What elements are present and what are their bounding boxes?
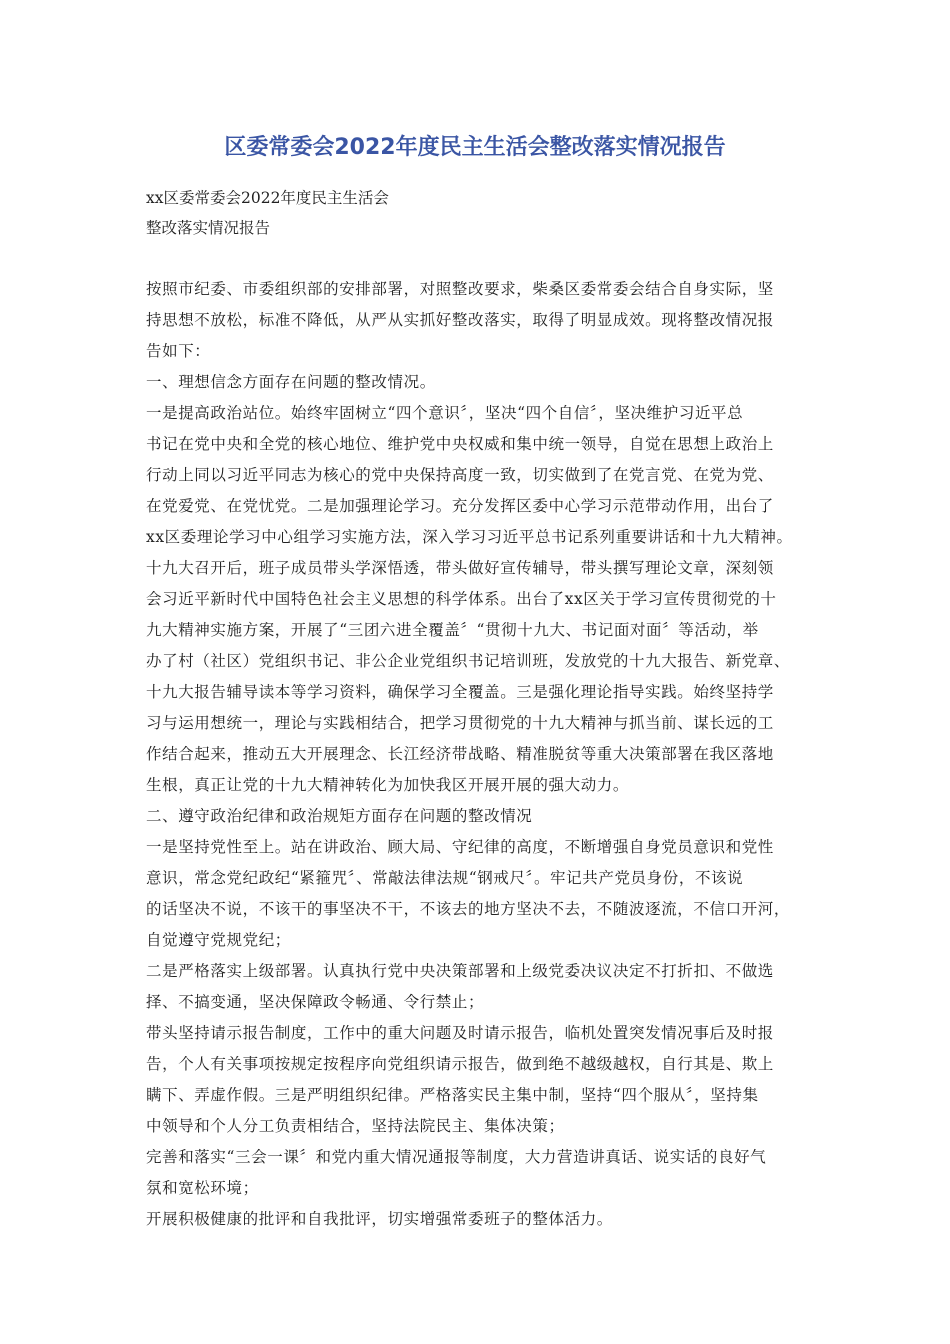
body-line: xx区委理论学习中心组学习实施方法，深入学习习近平总书记系列重要讲话和十九大精神。	[146, 528, 793, 546]
body-line: 告，个人有关事项按规定按程序向党组织请示报告，做到绝不越级越权，自行其是、欺上	[146, 1055, 774, 1073]
body-line: 瞒下、弄虚作假。三是严明组织纪律。严格落实民主集中制，坚持“四个服从〞，坚持集	[146, 1086, 759, 1104]
document-body	[146, 274, 814, 1235]
body-line: 告如下：	[146, 342, 211, 360]
body-line: 习与运用想统一，理论与实践相结合，把学习贯彻党的十九大精神与抓当前、谋长远的工	[146, 714, 774, 732]
body-line: 开展积极健康的批评和自我批评，切实增强常委班子的整体活力。	[146, 1210, 613, 1228]
subheading-report: 整改落实情况报告	[146, 219, 271, 237]
body-line: 行动上同以习近平同志为核心的党中央保持高度一致，切实做到了在党言党、在党为党、	[146, 466, 774, 484]
body-line: 氛和宽松环境；	[146, 1179, 259, 1197]
body-line: 的话坚决不说，不该干的事坚决不干，不该去的地方坚决不去，不随波逐流，不信口开河，	[146, 900, 791, 918]
body-line: 意识，常念党纪政纪“紧箍咒〞、常敲法律法规“钢戒尺〞。牢记共产党员身份，不该说	[146, 869, 744, 887]
body-line: 一是坚持党性至上。站在讲政治、顾大局、守纪律的高度，不断增强自身党员意识和党性	[146, 838, 774, 856]
body-line: 会习近平新时代中国特色社会主义思想的科学体系。出台了xx区关于学习宣传贯彻党的十	[146, 590, 777, 608]
body-line: 十九大报告辅导读本等学习资料，确保学习全覆盖。三是强化理论指导实践。始终坚持学	[146, 683, 774, 701]
body-line: 办了村（社区）党组织书记、非公企业党组织书记培训班，发放党的十九大报告、新党章、	[146, 652, 791, 670]
subheading-org: xx区委常委会2022年度民主生活会	[146, 189, 389, 207]
body-line: 自觉遵守党规党纪；	[146, 931, 291, 949]
body-line: 二是严格落实上级部署。认真执行党中央决策部署和上级党委决议决定不打折扣、不做选	[146, 962, 774, 980]
body-line: 作结合起来，推动五大开展理念、长江经济带战略、精准脱贫等重大决策部署在我区落地	[146, 745, 774, 763]
body-line: 在党爱党、在党忧党。二是加强理论学习。充分发挥区委中心学习示范带动作用，出台了	[146, 497, 774, 515]
body-line: 十九大召开后，班子成员带头学深悟透，带头做好宣传辅导，带头撰写理论文章，深刻领	[146, 559, 774, 577]
body-line: 九大精神实施方案，开展了“三团六进全覆盖〞“贯彻十九大、书记面对面〞等活动，举	[146, 621, 759, 639]
body-line: 一是提高政治站位。始终牢固树立“四个意识〞，坚决“四个自信〞，坚决维护习近平总	[146, 404, 744, 422]
body-line: 二、遵守政治纪律和政治规矩方面存在问题的整改情况	[146, 807, 533, 825]
body-line: 择、不搞变通，坚决保障政令畅通、令行禁止；	[146, 993, 485, 1011]
body-line: 带头坚持请示报告制度，工作中的重大问题及时请示报告，临机处置突发情况事后及时报	[146, 1024, 774, 1042]
document-title: 区委常委会2022年度民主生活会整改落实情况报告	[224, 135, 726, 160]
body-line: 完善和落实“三会一课〞和党内重大情况通报等制度，大力营造讲真话、说实话的良好气	[146, 1148, 767, 1166]
body-line: 书记在党中央和全党的核心地位、维护党中央权威和集中统一领导，自觉在思想上政治上	[146, 435, 774, 453]
body-line: 持思想不放松，标准不降低，从严从实抓好整改落实，取得了明显成效。现将整改情况报	[146, 311, 774, 329]
body-line: 一、理想信念方面存在问题的整改情况。	[146, 373, 436, 391]
body-line: 中领导和个人分工负责相结合，坚持法院民主、集体决策；	[146, 1117, 565, 1135]
body-line: 按照市纪委、市委组织部的安排部署，对照整改要求，柴桑区委常委会结合自身实际，坚	[146, 280, 774, 298]
body-line: 生根，真正让党的十九大精神转化为加快我区开展开展的强大动力。	[146, 776, 630, 794]
